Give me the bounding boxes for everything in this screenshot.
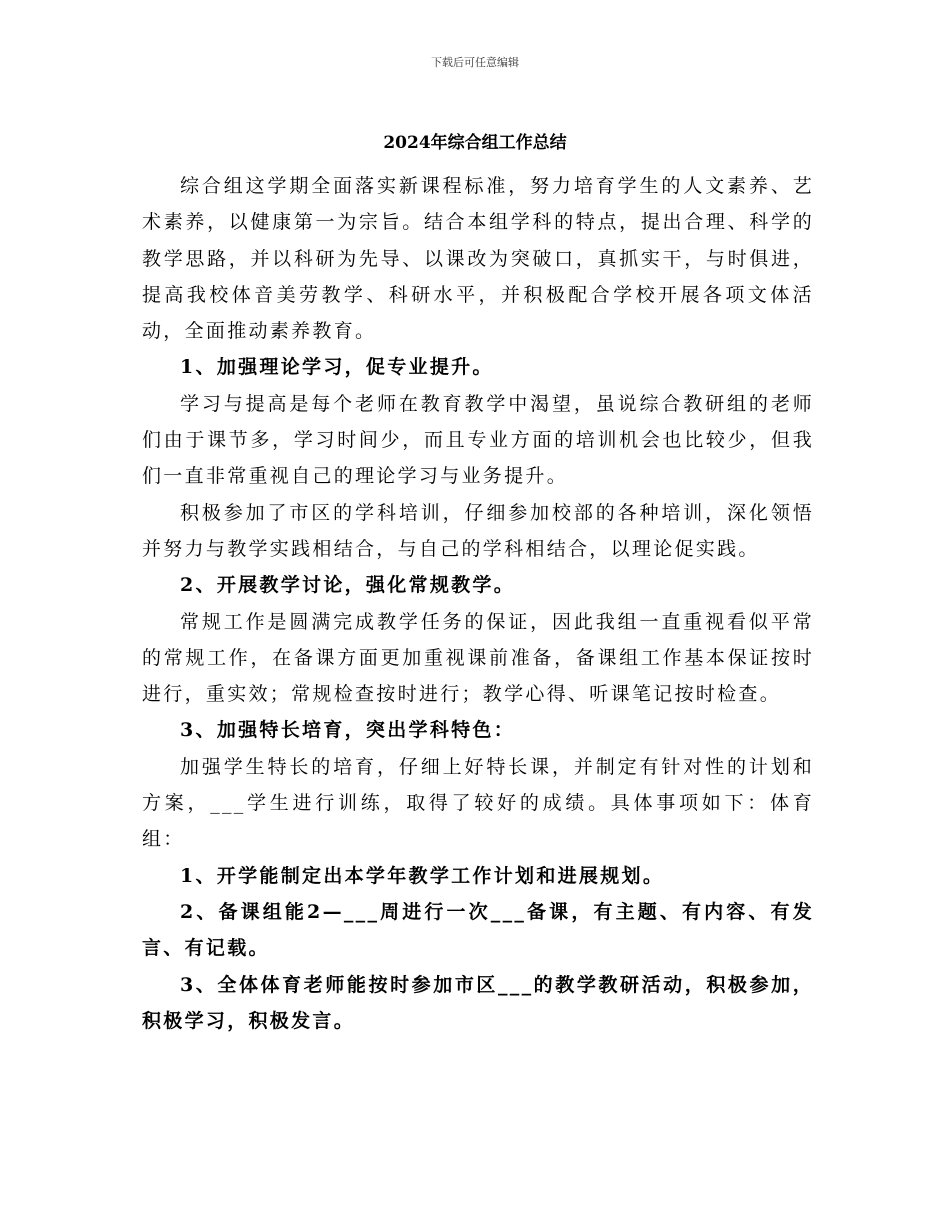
- section-heading-2: 2、开展教学讨论，强化常规教学。: [180, 574, 516, 597]
- paragraph-study: 学习与提高是每个老师在教育教学中渴望，虽说综合教研组的老师们由于课节多，学习时间少，而且专业方面的培训机会也比较少，但我们一直非常重视自己的理论学习与业务提升。: [142, 392, 814, 488]
- section-heading-3: 3、加强特长培育，突出学科特色：: [180, 719, 516, 742]
- document-title: 2024年综合组工作总结: [383, 133, 567, 153]
- list-item-1: 1、开学能制定出本学年教学工作计划和进展规划。: [180, 864, 665, 887]
- list-item-3: 3、全体体育老师能按时参加市区___的教学教研活动，积极参加，积极学习，积极发言。: [142, 973, 814, 1032]
- document-body: [142, 168, 814, 1039]
- paragraph-routine: 常规工作是圆满完成教学任务的保证，因此我组一直重视看似平常的常规工作，在备课方面更加重视课前准备，备课组工作基本保证按时进行，重实效；常规检查按时进行；教学心得、听课笔记按时检查。: [142, 610, 814, 706]
- paragraph-intro: 综合组这学期全面落实新课程标准，努力培育学生的人文素养、艺术素养，以健康第一为宗旨。结合本组学科的特点，提出合理、科学的教学思路，并以科研为先导、以课改为突破口，真抓实干，与时俱进，提高我校体音美劳教学、科研水平，并积极配合学校开展各项文体活动，全面推动素养教育。: [142, 175, 814, 343]
- page-header-note: 下载后可任意编辑: [431, 56, 519, 69]
- section-heading-1: 1、加强理论学习，促专业提升。: [180, 356, 494, 379]
- paragraph-training: 积极参加了市区的学科培训，仔细参加校部的各种培训，深化领悟并努力与教学实践相结合，与自己的学科相结合，以理论促实践。: [142, 501, 814, 560]
- list-item-2: 2、备课组能2—___周进行一次___备课，有主题、有内容、有发言、有记载。: [142, 900, 814, 960]
- paragraph-specialty: 加强学生特长的培育，仔细上好特长课，并制定有针对性的计划和方案，___学生进行训练，取得了较好的成绩。具体事项如下：体育组：: [142, 755, 814, 851]
